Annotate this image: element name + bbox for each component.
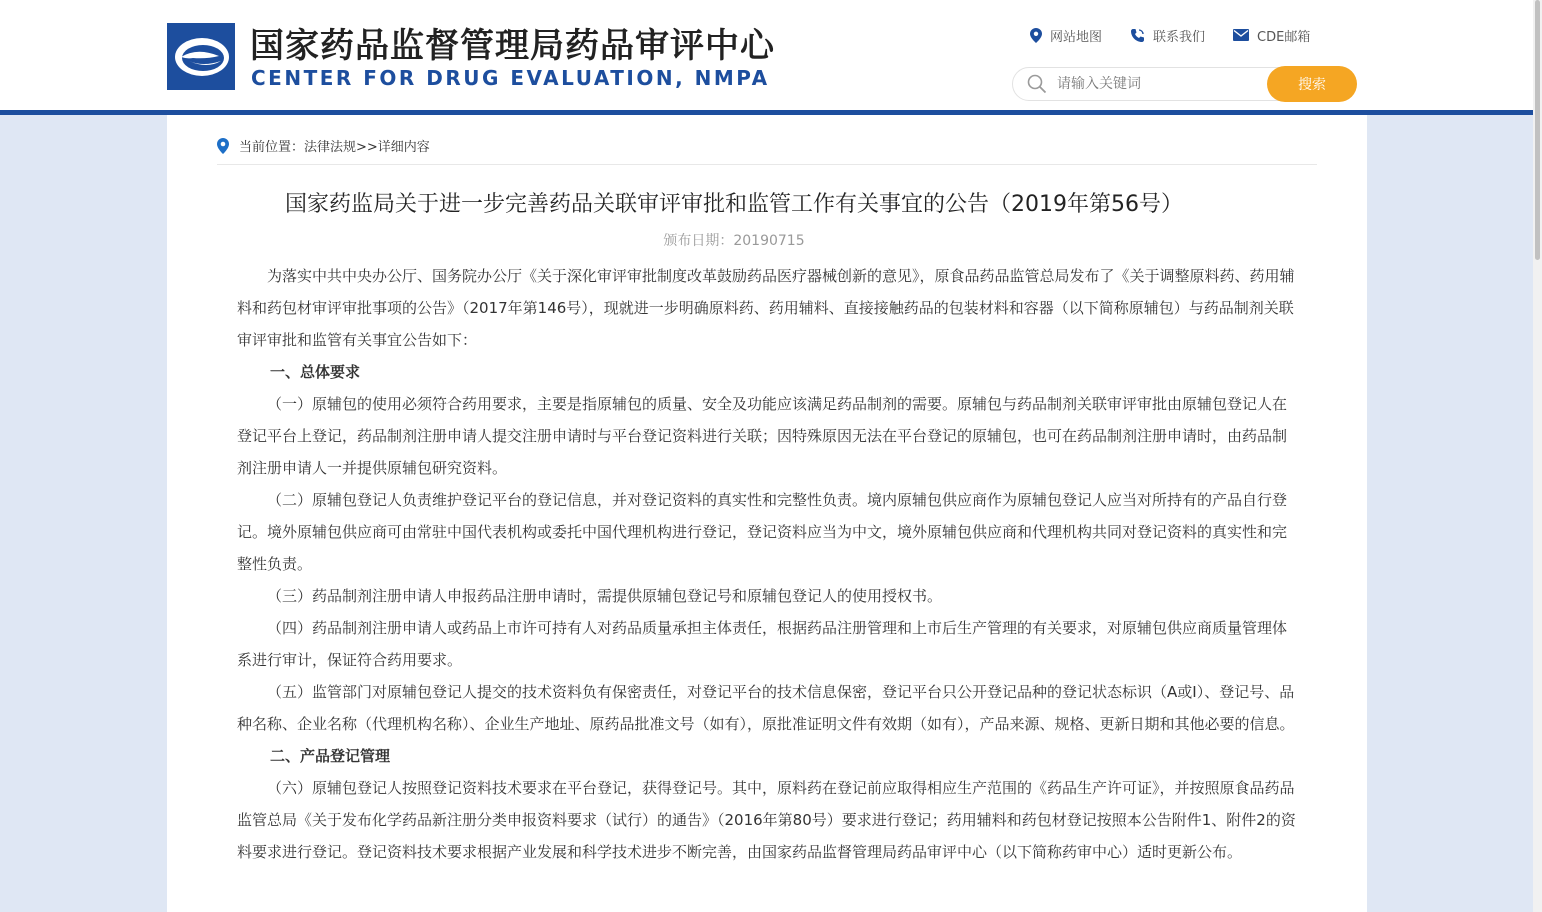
article-paragraph-4: （四）药品制剂注册申请人或药品上市许可持有人对药品质量承担主体责任，根据药品注册管理和上市后生产管理的有关要求，对原辅包供应商质量管理体系进行审计，保证符合药用要求。	[237, 619, 1288, 669]
mail-icon	[1233, 29, 1249, 41]
search-input[interactable]	[1057, 76, 1257, 92]
search-button[interactable]: 搜索	[1267, 66, 1357, 102]
site-title-english: CENTER FOR DRUG EVALUATION, NMPA	[251, 66, 770, 90]
article-paragraph-1: （一）原辅包的使用必须符合药用要求，主要是指原辅包的质量、安全及功能应该满足药品制剂的需要。原辅包与药品制剂关联审评审批由原辅包登记人在登记平台上登记，药品制剂注册申请人提交注册申请时与平台登记资料进行关联；因特殊原因无法在平台登记的原辅包，也可在药品制剂注册申请时，由药品制剂注册申请人一并提供原辅包研究资料。	[237, 395, 1288, 477]
article-paragraph-5: （五）监管部门对原辅包登记人提交的技术资料负有保密责任，对登记平台的技术信息保密，登记平台只公开登记品种的登记状态标识（A或I）、登记号、品种名称、企业名称（代理机构名称）、企业生产地址、原药品批准文号（如有），原批准证明文件有效期（如有），产品来源、规格、更新日期和其他必要的信息。	[237, 683, 1295, 733]
article-container	[167, 115, 1367, 912]
search-box	[1012, 67, 1282, 101]
phone-icon	[1130, 28, 1145, 43]
section-heading-registration: 二、产品登记管理	[270, 747, 391, 765]
section-heading-general: 一、总体要求	[270, 363, 361, 381]
site-logo[interactable]	[167, 23, 235, 90]
site-title-chinese: 国家药品监督管理局药品审评中心	[250, 26, 775, 66]
site-header	[0, 0, 1533, 110]
scrollbar-thumb[interactable]	[1535, 0, 1540, 260]
contact-us-label: 联系我们	[1153, 29, 1206, 45]
article-body	[237, 260, 1297, 868]
article-paragraph-6: （六）原辅包登记人按照登记资料技术要求在平台登记，获得登记号。其中，原料药在登记前应取得相应生产范围的《药品生产许可证》，并按照原食品药品监管总局《关于发布化学药品新注册分类申报资料要求（试行）的通告》（2016年第80号）要求进行登记；药用辅料和药包材登记按照本公告附件1、附件2的资料要求进行登记。登记资料技术要求根据产业发展和科学技术进步不断完善，由国家药品监督管理局药品审评中心（以下简称药审中心）适时更新公布。	[237, 779, 1296, 861]
logo-emblem-icon	[167, 23, 235, 90]
cde-mail-label: CDE邮箱	[1257, 29, 1311, 45]
publish-date: 颁布日期：20190715	[663, 233, 805, 249]
contact-us-link[interactable]	[1130, 25, 1205, 45]
site-map-link[interactable]	[1030, 25, 1102, 45]
article-intro-paragraph: 为落实中共中央办公厅、国务院办公厅《关于深化审评审批制度改革鼓励药品医疗器械创新的意见》，原食品药品监管总局发布了《关于调整原料药、药用辅料和药包材审评审批事项的公告》（2017年第146号），现就进一步明确原料药、药用辅料、直接接触药品的包装材料和容器（以下简称原辅包）与药品制剂关联审评审批和监管有关事宜公告如下：	[237, 267, 1295, 349]
site-map-label: 网站地图	[1050, 29, 1103, 45]
search-icon	[1027, 74, 1047, 94]
article-title: 国家药监局关于进一步完善药品关联审评审批和监管工作有关事宜的公告（2019年第56号）	[285, 192, 1183, 217]
top-links	[1030, 25, 1338, 45]
breadcrumb	[217, 135, 1317, 165]
location-pin-icon	[217, 138, 229, 154]
article-paragraph-3: （三）药品制剂注册申请人申报药品注册申请时，需提供原辅包登记号和原辅包登记人的使用授权书。	[267, 587, 943, 605]
breadcrumb-text[interactable]: 当前位置：法律法规>>详细内容	[239, 140, 430, 155]
map-pin-icon	[1030, 28, 1042, 43]
cde-mail-link[interactable]	[1233, 25, 1310, 45]
article-paragraph-2: （二）原辅包登记人负责维护登记平台的登记信息，并对登记资料的真实性和完整性负责。境内原辅包供应商作为原辅包登记人应当对所持有的产品自行登记。境外原辅包供应商可由常驻中国代表机构或委托中国代理机构进行登记，登记资料应当为中文，境外原辅包供应商和代理机构共同对登记资料的真实性和完整性负责。	[237, 491, 1288, 573]
